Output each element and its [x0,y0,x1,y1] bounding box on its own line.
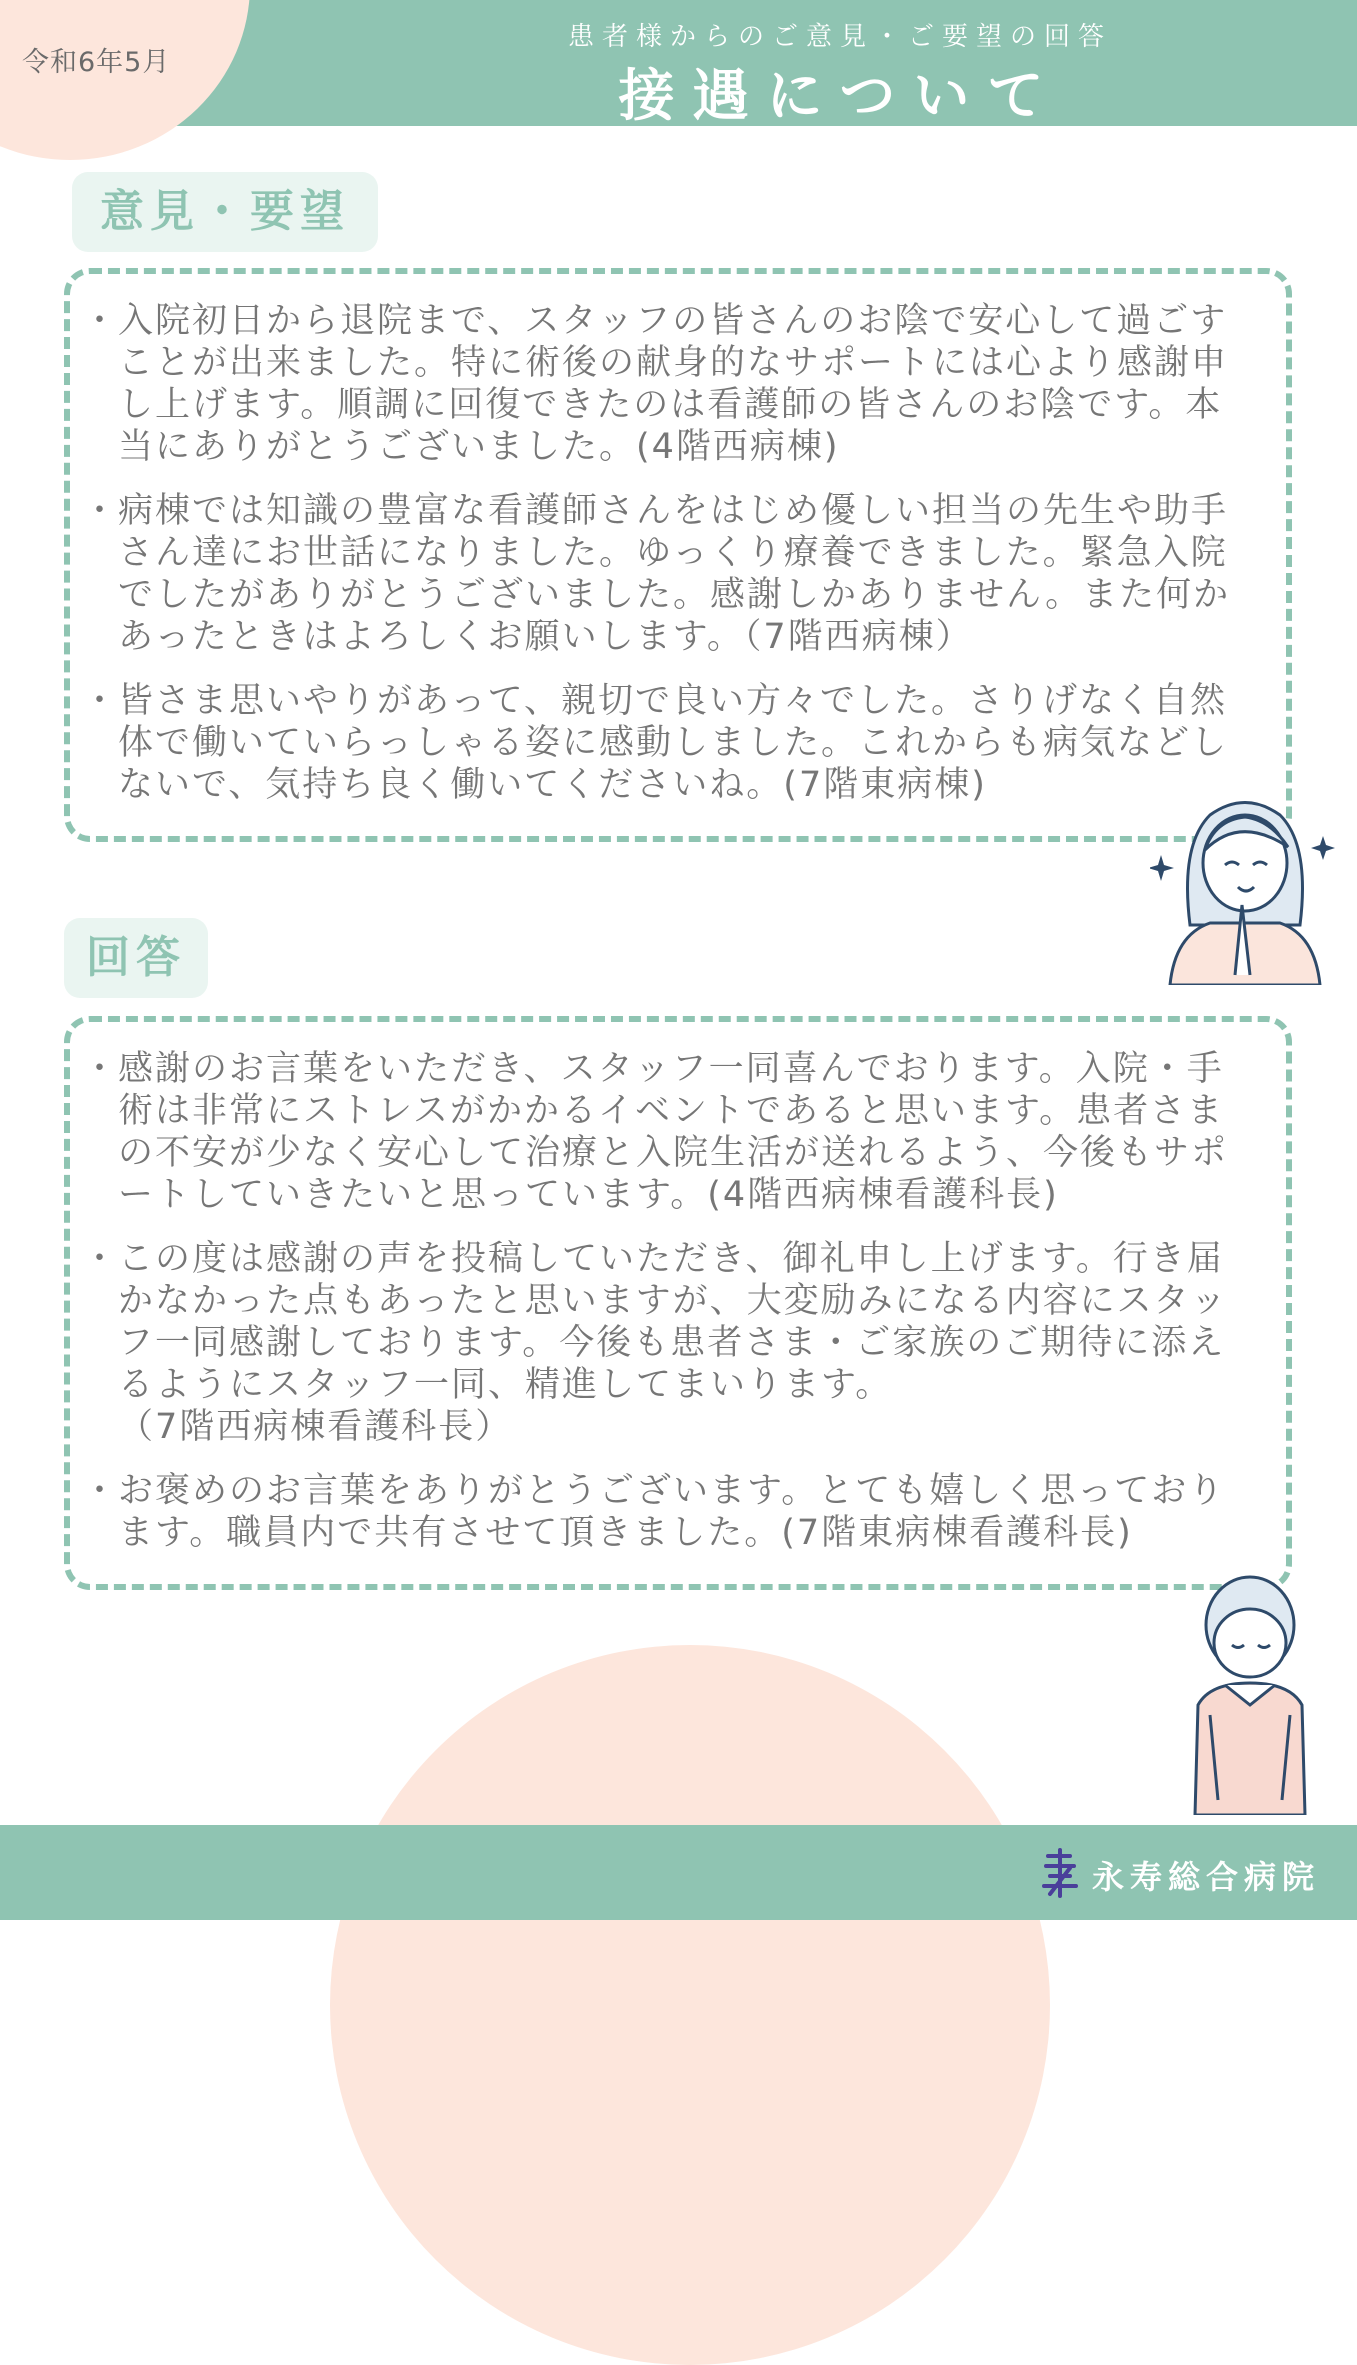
answer-item-2-text: ・ この度は感謝の声を投稿していただき、御礼申し上げます。行き届かなかった点もあったと思いますが、大変励みになる内容にスタッフ一同感謝しております。今後も患者さま・ご家族のご期待に添えるようにスタッフ一同、精進してまいります。 [118,1239,1228,1405]
answer-item-1: ・ 感謝のお言葉をいただき、スタッフ一同喜んでおります。入院・手術は非常にストレスがかかるイベントであると思います。患者さまの不安が少なく安心して治療と入院生活が送れるよう、今後もサポートしていきたいと思っています。(4階西病棟看護科長) [118,1048,1256,1216]
answers-list [118,1048,1256,1554]
header-subtitle: 患者様からのご意見・ご要望の回答 [567,22,1112,52]
opinion-item-3: ・ 皆さま思いやりがあって、親切で良い方々でした。さりげなく自然体で働いていらっしゃる姿に感動しました。これからも病気などしないで、気持ち良く働いてくださいね。(7階東病棟) [118,680,1256,806]
opinion-item-1: ・ 入院初日から退院まで、スタッフの皆さんのお陰で安心して過ごすことが出来ました。特に術後の献身的なサポートには心より感謝申し上げます。順調に回復できたのは看護師の皆さんのお陰です。本当にありがとうございました。(4階西病棟) [118,300,1256,468]
opinions-label: 意見・要望 [72,172,378,252]
answer-item-2-suffix: （7階西病棟看護科長） [118,1407,513,1447]
grateful-woman-illustration [1150,775,1340,985]
opinion-item-2: ・ 病棟では知識の豊富な看護師さんをはじめ優しい担当の先生や助手さん達にお世話になりました。ゆっくり療養できました。緊急入院でしたがありがとうございました。感謝しかありません。また何かあったときはよろしくお願いします。（7階西病棟） [118,490,1256,658]
opinions-list [118,300,1256,806]
answers-label: 回答 [64,918,208,998]
page-title: 接遇について [618,64,1062,129]
answer-item-2 [118,1238,1256,1448]
bowing-staff-illustration [1170,1565,1330,1815]
opinions-box [64,268,1292,842]
hospital-logo-icon [1040,1848,1080,1898]
answers-box [64,1016,1292,1590]
bottom-decoration [330,1645,1050,2365]
issue-date: 令和6年5月 [22,47,171,78]
hospital-name: 永寿総合病院 [1092,1858,1321,1896]
answer-item-3: ・ お褒めのお言葉をありがとうございます。とても嬉しく思っております。職員内で共有させて頂きました。(7階東病棟看護科長) [118,1470,1256,1554]
corner-decoration [0,0,250,160]
